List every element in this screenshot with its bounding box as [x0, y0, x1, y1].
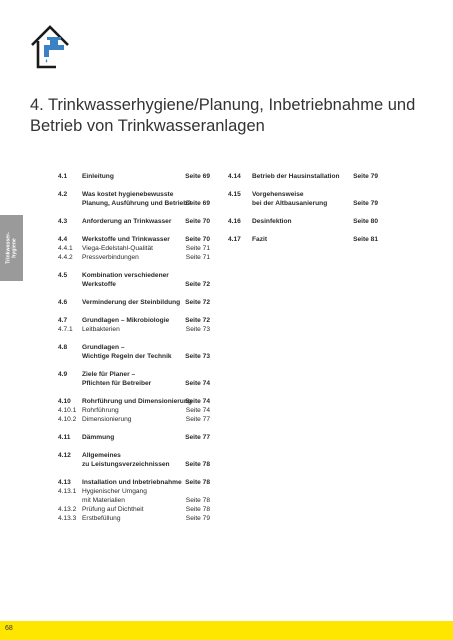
toc-line [58, 406, 210, 415]
toc-line [58, 217, 210, 226]
toc-page: Seite 72 [185, 299, 210, 306]
toc-number: 4.14 [228, 173, 241, 180]
toc-line [58, 280, 210, 289]
toc-title: Werkstoffe [82, 281, 116, 288]
toc-line [58, 415, 210, 424]
toc-entry [228, 172, 378, 181]
toc-number: 4.7 [58, 317, 68, 324]
toc-title: Allgemeines [82, 452, 121, 459]
toc-number: 4.13.2 [58, 506, 77, 513]
toc-entry [58, 271, 210, 289]
toc-title: Betrieb der Hausinstallation [252, 173, 340, 180]
toc-title: Pflichten für Betreiber [82, 380, 152, 387]
toc-title: mit Materialien [82, 497, 125, 504]
toc-title: Erstbefüllung [82, 515, 121, 522]
toc-number: 4.4.2 [58, 254, 73, 261]
toc-line [58, 316, 210, 325]
toc-number: 4.12 [58, 452, 71, 459]
toc-number: 4.16 [228, 218, 241, 225]
toc-title: Vorgehensweise [252, 191, 304, 198]
toc-column-right [228, 172, 378, 253]
toc-title: Prüfung auf Dichtheit [82, 506, 144, 513]
toc-entry [58, 298, 210, 307]
toc-line [58, 379, 210, 388]
toc-line [58, 343, 210, 352]
toc-page: Seite 74 [185, 407, 210, 414]
toc-entry [58, 370, 210, 388]
toc-line [58, 172, 210, 181]
toc-title: Rohrführung und Dimensionierung [82, 398, 192, 405]
toc-line [58, 514, 210, 523]
toc-number: 4.5 [58, 272, 68, 279]
toc-line [58, 298, 210, 307]
house-faucet-icon [30, 15, 70, 71]
toc-line [228, 199, 378, 208]
toc-line [58, 235, 210, 244]
toc-line [58, 451, 210, 460]
toc-entry [228, 190, 378, 208]
toc-title: Leitbakterien [82, 326, 120, 333]
toc-title: bei der Altbausanierung [252, 200, 328, 207]
toc-line [58, 397, 210, 406]
toc-line [58, 352, 210, 361]
toc-title: Kombination verschiedener [82, 272, 169, 279]
toc-page: Seite 77 [185, 416, 210, 423]
toc-line [58, 487, 210, 496]
toc-line [58, 325, 210, 334]
toc-page: Seite 80 [353, 218, 378, 225]
toc-title: Einleitung [82, 173, 114, 180]
toc-page: Seite 79 [185, 515, 210, 522]
side-tab-label-line2: hygiene [11, 238, 18, 258]
toc-page: Seite 74 [185, 398, 210, 405]
toc-number: 4.10 [58, 398, 71, 405]
toc-page: Seite 79 [353, 173, 378, 180]
toc-page: Seite 81 [353, 236, 378, 243]
toc-page: Seite 77 [185, 434, 210, 441]
section-side-tab [0, 215, 23, 281]
toc-entry [58, 235, 210, 262]
toc-entry [58, 172, 210, 181]
toc-line [58, 370, 210, 379]
toc-number: 4.1 [58, 173, 68, 180]
toc-title: Installation und Inbetriebnahme [82, 479, 182, 486]
toc-number: 4.7.1 [58, 326, 73, 333]
toc-title: Werkstoffe und Trinkwasser [82, 236, 170, 243]
toc-title: Anforderung an Trinkwasser [82, 218, 172, 225]
toc-page: Seite 78 [185, 506, 210, 513]
toc-page: Seite 70 [185, 236, 210, 243]
toc-page: Seite 70 [185, 218, 210, 225]
toc-page: Seite 78 [185, 461, 210, 468]
toc-line [58, 433, 210, 442]
toc-page: Seite 73 [185, 326, 210, 333]
toc-line [228, 217, 378, 226]
side-tab-label-line1: Trinkwasser- [5, 232, 12, 264]
toc-number: 4.6 [58, 299, 68, 306]
toc-title: Dämmung [82, 434, 115, 441]
toc-page: Seite 73 [185, 353, 210, 360]
toc-number: 4.13 [58, 479, 71, 486]
toc-title: Grundlagen – Mikrobiologie [82, 317, 170, 324]
toc-line [228, 172, 378, 181]
toc-title: Pressverbindungen [82, 254, 139, 261]
toc-page: Seite 71 [185, 254, 210, 261]
toc-title: Hygienischer Umgang [82, 488, 147, 495]
toc-line [58, 460, 210, 469]
toc-title: Fazit [252, 236, 268, 243]
toc-title: Desinfektion [252, 218, 292, 225]
toc-entry [58, 343, 210, 361]
toc-page: Seite 78 [185, 479, 210, 486]
toc-number: 4.4.1 [58, 245, 73, 252]
toc-title: Wichtige Regeln der Technik [82, 353, 172, 360]
chapter-title: 4. Trinkwasserhygiene/Planung, Inbetriebnahme und Betrieb von Trinkwasseranlagen [30, 96, 416, 135]
toc-line [58, 190, 210, 199]
toc-entry [228, 235, 378, 244]
toc-line [58, 244, 210, 253]
toc-page: Seite 71 [185, 245, 210, 252]
toc-page: Seite 69 [185, 200, 210, 207]
toc-title: Was kostet hygienebewusste [82, 191, 174, 198]
toc-title: Dimensionierung [82, 416, 132, 423]
toc-entry [228, 217, 378, 226]
toc-line [228, 235, 378, 244]
toc-number: 4.3 [58, 218, 68, 225]
toc-title: Viega-Edelstahl-Qualität [82, 245, 153, 252]
toc-number: 4.10.1 [58, 407, 77, 414]
toc-page: Seite 72 [185, 317, 210, 324]
toc-entry [58, 451, 210, 469]
toc-line [58, 271, 210, 280]
toc-title: zu Leistungsverzeichnissen [82, 461, 170, 468]
toc-line [228, 190, 378, 199]
toc-entry [58, 190, 210, 208]
toc-page: Seite 74 [185, 380, 210, 387]
toc-number: 4.2 [58, 191, 68, 198]
toc-number: 4.8 [58, 344, 68, 351]
toc-number: 4.4 [58, 236, 68, 243]
toc-number: 4.11 [58, 434, 71, 441]
toc-number: 4.10.2 [58, 416, 77, 423]
toc-title: Verminderung der Steinbildung [82, 299, 181, 306]
toc-line [58, 478, 210, 487]
toc-entry [58, 217, 210, 226]
toc-number: 4.13.3 [58, 515, 77, 522]
toc-line [58, 505, 210, 514]
toc-title: Planung, Ausführung und Betrieb? [82, 200, 192, 207]
toc-page: Seite 78 [185, 497, 210, 504]
toc-line [58, 253, 210, 262]
toc-title: Ziele für Planer – [82, 371, 136, 378]
toc-entry [58, 316, 210, 334]
toc-entry [58, 433, 210, 442]
toc-number: 4.17 [228, 236, 241, 243]
toc-page: Seite 79 [353, 200, 378, 207]
toc-entry [58, 397, 210, 424]
toc-title: Rohrführung [82, 407, 119, 414]
toc-number: 4.13.1 [58, 488, 77, 495]
toc-column-left [58, 172, 210, 532]
toc-entry [58, 478, 210, 523]
toc-title: Grundlagen – [82, 344, 125, 351]
page-number: 68 [5, 625, 13, 632]
toc-page: Seite 69 [185, 173, 210, 180]
toc-number: 4.9 [58, 371, 68, 378]
toc-page: Seite 72 [185, 281, 210, 288]
toc-number: 4.15 [228, 191, 241, 198]
toc-line [58, 496, 210, 505]
footer-bar [0, 621, 453, 640]
toc-line [58, 199, 210, 208]
